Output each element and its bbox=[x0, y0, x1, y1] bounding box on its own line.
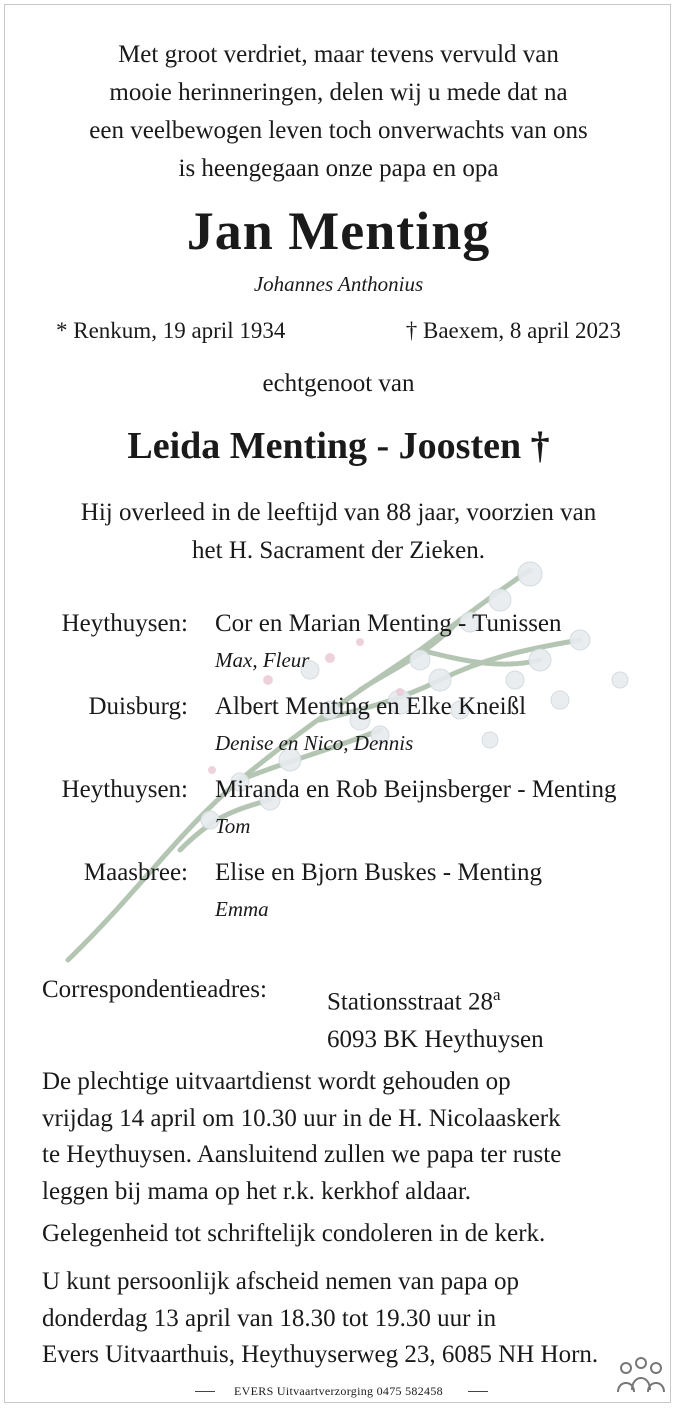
condolence-text bbox=[42, 1216, 642, 1253]
age-line: het H. Sacrament der Zieken. bbox=[192, 537, 485, 564]
intro-line: is heengegaan onze papa en opa bbox=[178, 155, 499, 182]
farewell-text bbox=[42, 1264, 642, 1374]
correspondence-address bbox=[327, 976, 544, 1059]
spouse-relation: echtgenoot van bbox=[262, 370, 415, 397]
intro-line: een veelbewogen leven toch onverwachts van ons bbox=[89, 117, 588, 144]
deceased-given-names: Johannes Anthonius bbox=[253, 272, 424, 296]
farewell-line: donderdag 13 april van 18.30 tot 19.30 uur in bbox=[42, 1304, 497, 1332]
farewell-line: U kunt persoonlijk afscheid nemen van papa op bbox=[42, 1268, 519, 1295]
family-children: Tom bbox=[215, 814, 251, 838]
family-entry bbox=[0, 610, 677, 693]
service-line: te Heythuysen. Aansluitend zullen we papa ter ruste bbox=[42, 1141, 562, 1168]
service-text bbox=[42, 1064, 642, 1210]
family-place: Duisburg: bbox=[88, 693, 188, 720]
family-place: Maasbree: bbox=[83, 859, 188, 886]
spouse-name: Leida Menting - Joosten † bbox=[127, 425, 550, 467]
footer-undertaker: EVERS Uitvaartverzorging 0475 582458 bbox=[234, 1384, 443, 1398]
intro-line: Met groot verdriet, maar tevens vervuld van bbox=[118, 41, 559, 68]
birth-info: * Renkum, 19 april 1934 bbox=[56, 318, 286, 343]
family-names: Elise en Bjorn Buskes - Menting bbox=[215, 859, 543, 886]
address-street: Stationsstraat 28 bbox=[327, 988, 493, 1016]
family-entry bbox=[0, 776, 677, 859]
deceased-name: Jan Menting bbox=[186, 201, 491, 261]
service-line: leggen bij mama op het r.k. kerkhof aldaar. bbox=[42, 1177, 472, 1205]
family-children: Emma bbox=[215, 897, 269, 921]
family-children: Denise en Nico, Dennis bbox=[215, 731, 414, 755]
intro-line: mooie herinneringen, delen wij u mede dat na bbox=[109, 79, 568, 106]
family-entry bbox=[0, 693, 677, 776]
address-city: 6093 BK Heythuysen bbox=[327, 1026, 544, 1054]
family-place: Heythuysen: bbox=[61, 776, 188, 803]
condolence-line: Gelegenheid tot schriftelijk condoleren in de kerk. bbox=[42, 1220, 546, 1247]
farewell-line: Evers Uitvaarthuis, Heythuyserweg 23, 6085 NH Horn. bbox=[42, 1341, 599, 1368]
family-names: Albert Menting en Elke Kneißl bbox=[215, 693, 527, 720]
family-children: Max, Fleur bbox=[215, 648, 310, 672]
death-info: † Baexem, 8 april 2023 bbox=[405, 318, 621, 343]
correspondence-label: Correspondentieadres: bbox=[42, 976, 267, 1003]
service-line: De plechtige uitvaartdienst wordt gehouden op bbox=[42, 1068, 511, 1095]
age-text bbox=[0, 494, 677, 570]
family-list bbox=[0, 610, 677, 942]
service-line: vrijdag 14 april om 10.30 uur in de H. Nicolaaskerk bbox=[42, 1104, 561, 1132]
age-line: Hij overleed in de leeftijd van 88 jaar, voorzien van bbox=[80, 499, 597, 526]
intro-text bbox=[0, 36, 677, 188]
address-street-suffix: a bbox=[492, 985, 501, 1004]
family-entry bbox=[0, 859, 677, 942]
family-names: Miranda en Rob Beijnsberger - Menting bbox=[215, 776, 617, 803]
family-place: Heythuysen: bbox=[61, 610, 188, 637]
family-names: Cor en Marian Menting - Tunissen bbox=[215, 610, 562, 637]
